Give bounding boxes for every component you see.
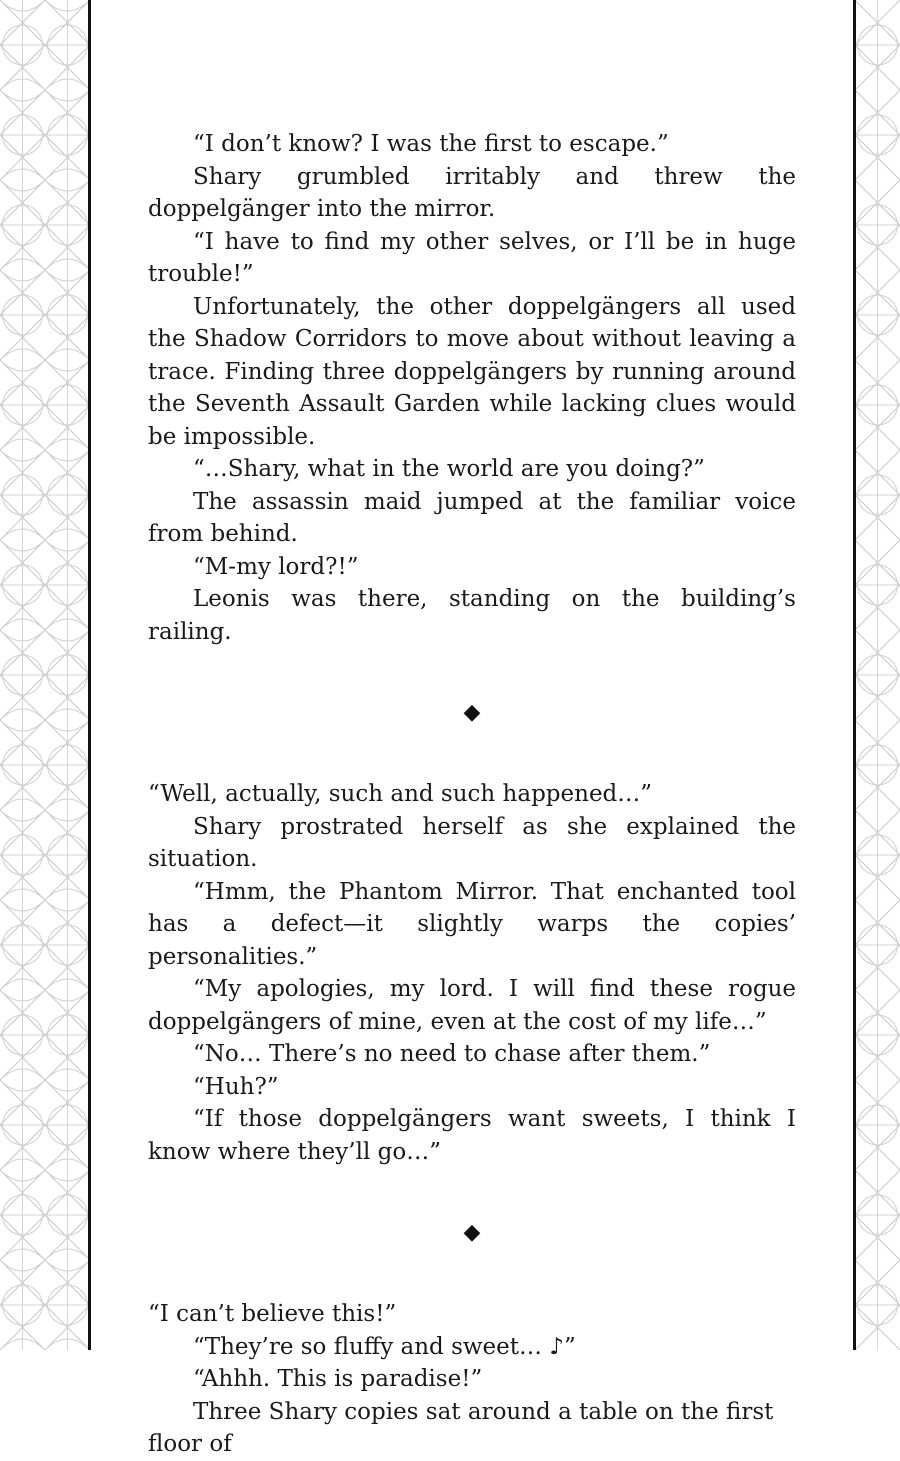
paragraph: Three Shary copies sat around a table on the first floor of bbox=[148, 1398, 774, 1457]
paragraph: Unfortunately, the other doppelgängers all used the Shadow Corridors to move about without leaving a trace. Finding three doppelgängers by running around the Seventh Assault Garden while lacking clues would be impossible. bbox=[148, 293, 796, 450]
paragraph: “Hmm, the Phantom Mirror. That enchanted tool has a defect—it slightly warps the copies’ personalities.” bbox=[148, 878, 796, 970]
paragraph: “M-my lord?!” bbox=[193, 553, 359, 580]
paragraph: “Huh?” bbox=[193, 1073, 279, 1100]
paragraph: “I have to find my other selves, or I’ll be in huge trouble!” bbox=[148, 228, 796, 287]
paragraph: Leonis was there, standing on the building’s railing. bbox=[148, 586, 796, 645]
scene-break-diamond: ◆ bbox=[463, 1219, 481, 1245]
paragraph: Shary prostrated herself as she explained the situation. bbox=[148, 813, 796, 872]
paragraph: “I can’t believe this!” bbox=[148, 1301, 397, 1327]
decorative-border-right bbox=[855, 0, 900, 1350]
frame-line-right bbox=[853, 0, 856, 1350]
paragraph: “I don’t know? I was the first to escape.” bbox=[193, 131, 669, 157]
body-text bbox=[148, 128, 796, 1461]
paragraph: “Well, actually, such and such happened…” bbox=[148, 781, 653, 807]
paragraph: “If those doppelgängers want sweets, I think I know where they’ll go…” bbox=[148, 1106, 796, 1165]
paragraph: “My apologies, my lord. I will find these rogue doppelgängers of mine, even at the cost of my life…” bbox=[148, 976, 796, 1035]
paragraph: “They’re so fluffy and sweet… ♪” bbox=[193, 1333, 576, 1360]
decorative-border-left bbox=[0, 0, 90, 1350]
paragraph: “Ahhh. This is paradise!” bbox=[193, 1366, 483, 1392]
scene-break-diamond: ◆ bbox=[463, 699, 481, 725]
frame-line-left bbox=[88, 0, 91, 1350]
paragraph: The assassin maid jumped at the familiar voice from behind. bbox=[148, 488, 796, 547]
paragraph: Shary grumbled irritably and threw the doppelgänger into the mirror. bbox=[148, 163, 796, 222]
paragraph: “No… There’s no need to chase after them.” bbox=[193, 1041, 711, 1067]
paragraph: “…Shary, what in the world are you doing?” bbox=[193, 456, 705, 482]
